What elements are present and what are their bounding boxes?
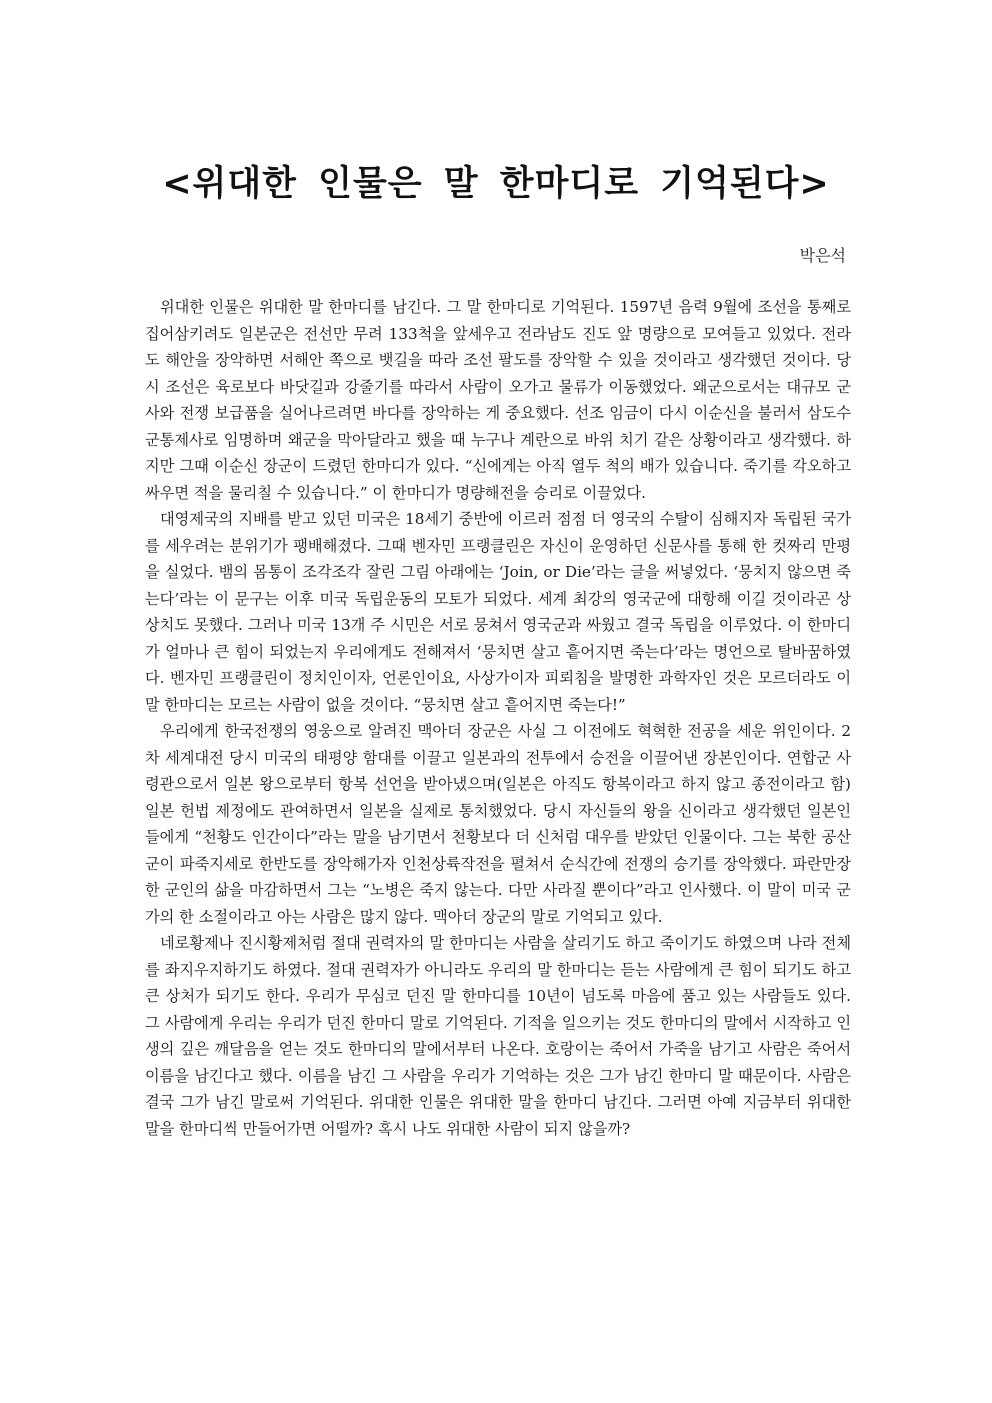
paragraph-1: 위대한 인물은 위대한 말 한마디를 남긴다. 그 말 한마디로 기억된다. 1597년 음력 9월에 조선을 통째로 집어삼키려도 일본군은 전선만 무려 133척을 앞세우고 전라남도 진도 앞 명량으로 모여들고 있었다. 전라도 해안을 장악하면 서해안 쪽으로 뱃길을 따라 조선 팔도를 장악할 수 있을 것이라고 생각했던 것이다. 당시 조선은 육로보다 바닷길과 강줄기를 따라서 사람이 오가고 물류가 이동했었다. 왜군으로서는 대규모 군사와 전쟁 보급품을 실어나르려면 바다를 장악하는 게 중요했다. 선조 임금이 다시 이순신을 불러서 삼도수군통제사로 임명하며 왜군을 막아달라고 했을 때 누구나 계란으로 바위 치기 같은 상황이라고 생각했다. 하지만 그때 이순신 장군이 드렸던 한마디가 있다. “신에게는 아직 열두 척의 배가 있습니다. 죽기를 각오하고 싸우면 적을 물리칠 수 있습니다.” 이 한마디가 명량해전을 승리로 이끌었다. (145, 298, 851, 502)
page-title: <위대한 인물은 말 한마디로 기억된다> (162, 164, 830, 204)
paragraph-3: 우리에게 한국전쟁의 영웅으로 알려진 맥아더 장군은 사실 그 이전에도 혁혁한 전공을 세운 위인이다. 2차 세계대전 당시 미국의 태평양 함대를 이끌고 일본과의 전투에서 승전을 이끌어낸 장본인이다. 연합군 사령관으로서 일본 왕으로부터 항복 선언을 받아냈으며(일본은 아직도 항복이라고 하지 않고 종전이라고 함) 일본 헌법 제정에도 관여하면서 일본을 실제로 통치했었다. 당시 자신들의 왕을 신이라고 생각했던 일본인들에게 “천황도 인간이다”라는 말을 남기면서 천황보다 더 신처럼 대우를 받았던 인물이다. 그는 북한 공산군이 파죽지세로 한반도를 장악해가자 인천상륙작전을 펼쳐서 순식간에 전쟁의 승기를 장악했다. 파란만장한 군인의 삶을 마감하면서 그는 “노병은 죽지 않는다. 다만 사라질 뿐이다”라고 인사했다. 이 말이 미국 군가의 한 소절이라고 아는 사람은 많지 않다. 맥아더 장군의 말로 기억되고 있다. (145, 722, 851, 926)
paragraph-4: 네로황제나 진시황제처럼 절대 권력자의 말 한마디는 사람을 살리기도 하고 죽이기도 하였으며 나라 전체를 좌지우지하기도 하였다. 절대 권력자가 아니라도 우리의 말 한마디는 듣는 사람에게 큰 힘이 되기도 하고 큰 상처가 되기도 한다. 우리가 무심코 던진 말 한마디를 10년이 넘도록 마음에 품고 있는 사람들도 있다. 그 사람에게 우리는 우리가 던진 한마디 말로 기억된다. 기적을 일으키는 것도 한마디의 말에서 시작하고 인생의 깊은 깨달음을 얻는 것도 한마디의 말에서부터 나온다. 호랑이는 죽어서 가죽을 남기고 사람은 죽어서 이름을 남긴다고 했다. 이름을 남긴 그 사람을 우리가 기억하는 것은 그가 남긴 한마디 말 때문이다. 사람은 결국 그가 남긴 말로써 기억된다. 위대한 인물은 위대한 말을 한마디 남긴다. 그러면 아예 지금부터 위대한 말을 한마디씩 만들어가면 어떨까? 혹시 나도 위대한 사람이 되지 않을까? (145, 934, 851, 1138)
author-name: 박은석 (799, 246, 846, 265)
paragraph-2: 대영제국의 지배를 받고 있던 미국은 18세기 중반에 이르러 점점 더 영국의 수탈이 심해지자 독립된 국가를 세우려는 분위기가 팽배해졌다. 그때 벤자민 프랭클린은 자신이 운영하던 신문사를 통해 한 컷짜리 만평을 실었다. 뱀의 몸통이 조각조각 잘린 그림 아래에는 ‘Join, or Die’라는 글을 써넣었다. ‘뭉치지 않으면 죽는다’라는 이 문구는 이후 미국 독립운동의 모토가 되었다. 세계 최강의 영국군에 대항해 이길 것이라곤 상상치도 못했다. 그러나 미국 13개 주 시민은 서로 뭉쳐서 영국군과 싸웠고 결국 독립을 이루었다. 이 한마디가 얼마나 큰 힘이 되었는지 우리에게도 전해져서 ‘뭉치면 살고 흩어지면 죽는다’라는 명언으로 탈바꿈하였다. 벤자민 프랭클린이 정치인이자, 언론인이요, 사상가이자 피뢰침을 발명한 과학자인 것은 모르더라도 이 말 한마디는 모르는 사람이 없을 것이다. “뭉치면 살고 흩어지면 죽는다!” (145, 510, 851, 714)
article-body (145, 294, 851, 1142)
